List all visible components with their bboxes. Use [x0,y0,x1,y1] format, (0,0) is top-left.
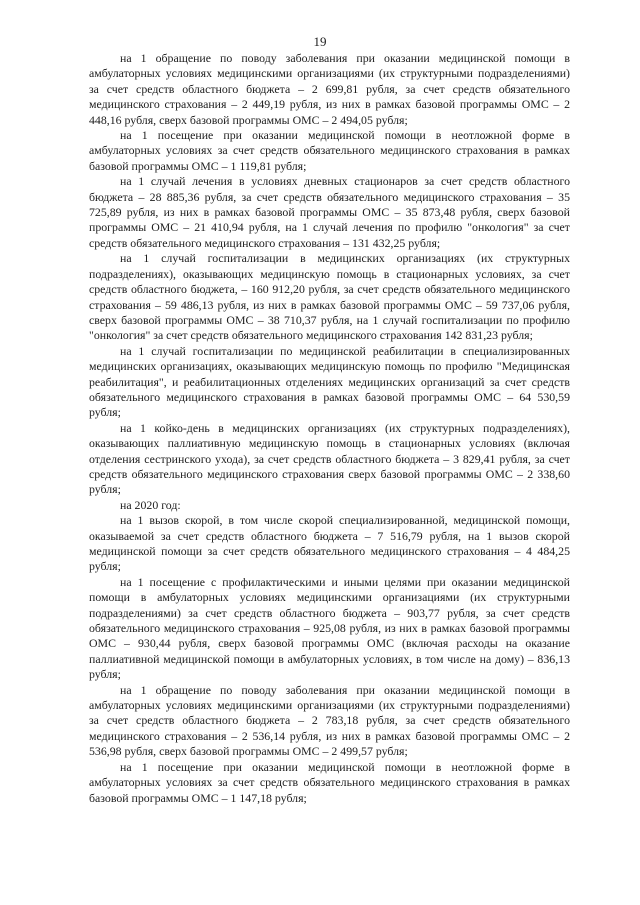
paragraph: на 1 случай госпитализации в медицинских организациях (их структурных подразделениях), оказывающих медицинскую помощь в стационарных условиях, за счет средств областного бюджета, – 160 912,20 рубля, за счет средств обязательного медицинского страхования – 59 486,13 рубля, из них в рамках базовой программы ОМС – 59 737,06 рубля, сверх базовой программы ОМС – 38 710,37 рубля, на 1 случай госпитализации по профилю "онкология" за счет средств обязательного медицинского страхования 142 831,23 рубля; [89,251,570,343]
paragraph: на 1 посещение с профилактическими и иными целями при оказании медицинской помощи в амбулаторных условиях медицинскими организациями (их структурными подразделениями) за счет средств областного бюджета – 903,77 рубля, за счет средств обязательного медицинского страхования – 925,08 рубля, из них в рамках базовой программы ОМС – 930,44 рубля, сверх базовой программы ОМС (включая расходы на оказание паллиативной медицинской помощи в амбулаторных условиях, в том числе на дому) – 836,13 рубля; [89,574,570,682]
page-number: 19 [313,34,327,49]
paragraph: на 1 случай лечения в условиях дневных стационаров за счет средств областного бюджета – 28 885,36 рубля, за счет средств обязательного медицинского страхования – 35 725,89 рубля, из них в рамках базовой программы ОМС – 35 873,48 рубля, сверх базовой программы ОМС – 21 410,94 рубля, на 1 случай лечения по профилю "онкология" за счет средств обязательного медицинского страхования – 131 432,25 рубля; [89,174,570,250]
year-heading: на 2020 год: [120,497,181,512]
paragraph: на 1 обращение по поводу заболевания при оказании медицинской помощи в амбулаторных условиях медицинскими организациями (их структурными подразделениями) за счет средств областного бюджета – 2 783,18 рубля, за счет средств обязательного медицинского страхования – 2 536,14 рубля, из них в рамках базовой программы ОМС – 2 536,98 рубля, сверх базовой программы ОМС – 2 499,57 рубля; [89,682,570,759]
paragraph: на 1 обращение по поводу заболевания при оказании медицинской помощи в амбулаторных условиях медицинскими организациями (их структурными подразделениями) за счет средств областного бюджета – 2 699,81 рубля, за счет средств обязательного медицинского страхования – 2 449,19 рубля, из них в рамках базовой программы ОМС – 2 448,16 рубля, сверх базовой программы ОМС – 2 494,05 рубля; [89,51,570,127]
paragraph: на 1 койко-день в медицинских организациях (их структурных подразделениях), оказывающих паллиативную медицинскую помощь в стационарных условиях (включая отделения сестринского ухода), за счет средств областного бюджета – 3 829,41 рубля, за счет средств обязательного медицинского страхования сверх базовой программы ОМС – 2 338,60 рубля; [89,420,570,497]
paragraph: на 1 посещение при оказании медицинской помощи в неотложной форме в амбулаторных условиях за счет средств обязательного медицинского страхования в рамках базовой программы ОМС – 1 147,18 рубля; [89,759,570,805]
paragraph: на 1 посещение при оказании медицинской помощи в неотложной форме в амбулаторных условиях за счет средств обязательного медицинского страхования в рамках базовой программы ОМС – 1 119,81 рубля; [89,128,570,173]
document-body [89,51,570,806]
paragraph: на 1 случай госпитализации по медицинской реабилитации в специализированных медицинских организациях, оказывающих медицинскую помощь по профилю "Медицинская реабилитация", и реабилитационных отделениях медицинских организаций за счет средств обязательного медицинского страхования в рамках базовой программы ОМС – 64 530,59 рубля; [89,343,570,420]
paragraph: на 1 вызов скорой, в том числе скорой специализированной, медицинской помощи, оказываемой за счет средств областного бюджета – 7 516,79 рубля, на 1 вызов скорой медицинской помощи за счет средств обязательного медицинского страхования – 4 484,25 рубля; [89,513,570,574]
